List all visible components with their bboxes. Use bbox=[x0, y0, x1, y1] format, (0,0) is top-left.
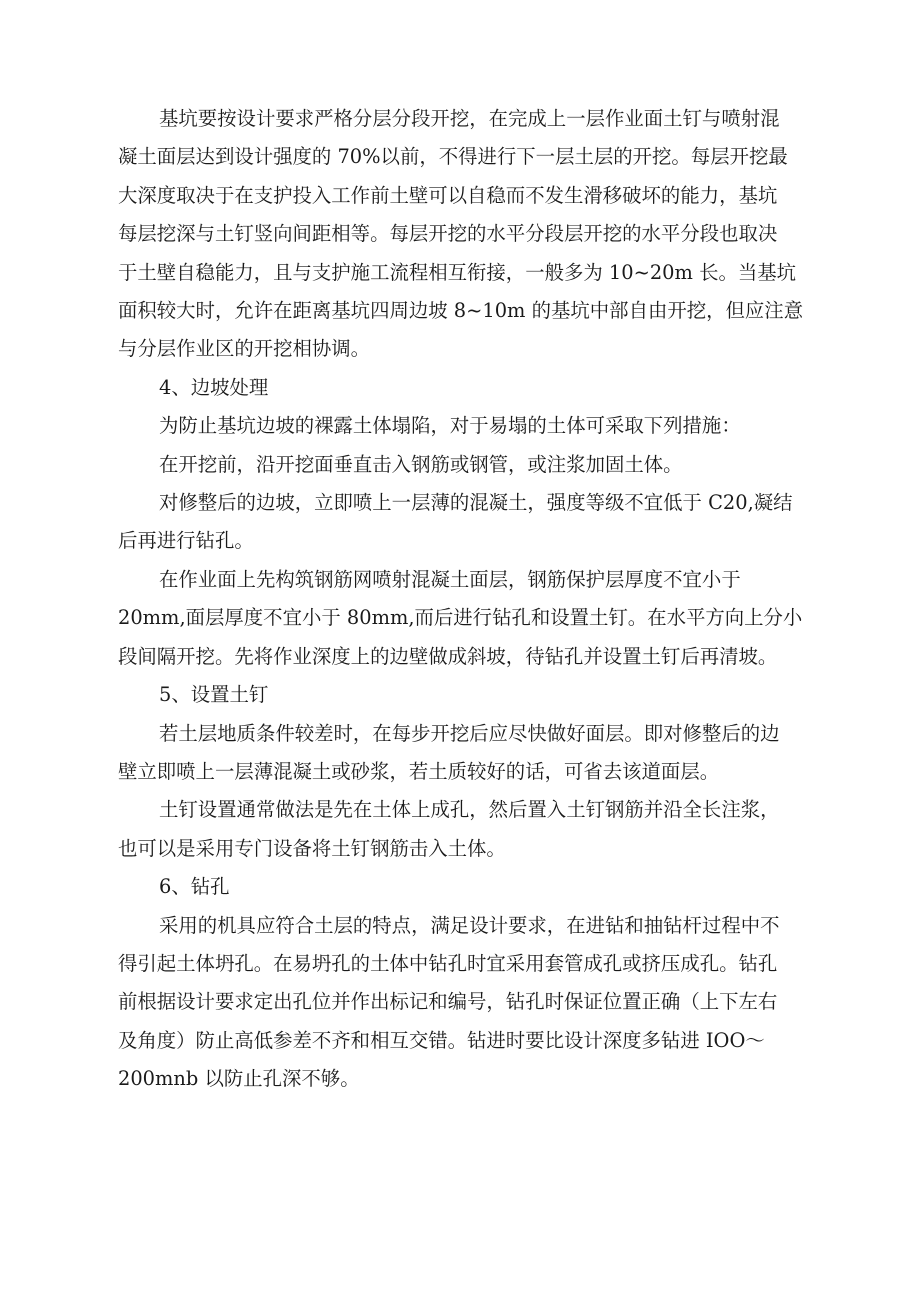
section-heading-soil-nail: 5、设置土钉 bbox=[159, 683, 269, 707]
text-line: 凝土面层达到设计强度的 70%以前，不得进行下一层土层的开挖。每层开挖最 bbox=[118, 145, 788, 169]
section-heading-drilling: 6、钻孔 bbox=[159, 875, 230, 899]
text-line: 及角度）防止高低参差不齐和相互交错。钻进时要比设计深度多钻进 IOO～ bbox=[118, 1028, 765, 1052]
text-line: 在作业面上先构筑钢筋网喷射混凝土面层，钢筋保护层厚度不宜小于 bbox=[159, 567, 741, 591]
document-page bbox=[118, 100, 808, 1099]
paragraph-slope-intro bbox=[118, 407, 808, 445]
text-line: 与分层作业区的开挖相协调。 bbox=[118, 337, 371, 361]
paragraph-soil-nail-2 bbox=[118, 791, 808, 868]
text-line: 于土壁自稳能力，且与支护施工流程相互衔接，一般多为 10~20m 长。当基坑 bbox=[118, 260, 797, 284]
text-line: 若土层地质条件较差时，在每步开挖后应尽快做好面层。即对修整后的边 bbox=[159, 721, 780, 745]
text-line: 面积较大时，允许在距离基坑四周边坡 8~10m 的基坑中部自由开挖，但应注意 bbox=[118, 299, 804, 323]
text-line: 后再进行钻孔。 bbox=[118, 529, 254, 553]
text-line: 也可以是采用专门设备将土钉钢筋击入土体。 bbox=[118, 836, 506, 860]
text-line: 对修整后的边坡，立即喷上一层薄的混凝土，强度等级不宜低于 C20,凝结 bbox=[159, 491, 793, 515]
text-line: 采用的机具应符合土层的特点，满足设计要求，在进钻和抽钻杆过程中不 bbox=[159, 913, 780, 937]
paragraph-slope-measure-3 bbox=[118, 561, 808, 676]
text-line: 壁立即喷上一层薄混凝土或砂浆，若土质较好的话，可省去该道面层。 bbox=[118, 759, 720, 783]
text-line: 在开挖前，沿开挖面垂直击入钢筋或钢管，或注浆加固土体。 bbox=[159, 452, 683, 476]
text-line: 大深度取决于在支护投入工作前土壁可以自稳而不发生滑移破坏的能力，基坑 bbox=[118, 183, 778, 207]
paragraph-soil-nail-1 bbox=[118, 715, 808, 792]
text-line: 土钉设置通常做法是先在土体上成孔，然后置入土钉钢筋并沿全长注浆， bbox=[159, 798, 780, 822]
paragraph-slope-measure-1 bbox=[118, 446, 808, 484]
paragraph-excavation bbox=[118, 100, 808, 369]
text-line: 基坑要按设计要求严格分层分段开挖，在完成上一层作业面土钉与喷射混 bbox=[159, 107, 780, 130]
text-line: 20mm,面层厚度不宜小于 80mm,而后进行钻孔和设置土钉。在水平方向上分小 bbox=[118, 606, 803, 630]
text-line: 为防止基坑边坡的裸露土体塌陷，对于易塌的土体可采取下列措施： bbox=[159, 414, 741, 438]
section-heading-slope: 4、边坡处理 bbox=[159, 375, 269, 399]
paragraph-drilling bbox=[118, 907, 808, 1099]
text-line: 每层挖深与土钉竖向间距相等。每层开挖的水平分段层开挖的水平分段也取决 bbox=[118, 222, 778, 246]
text-line: 前根据设计要求定出孔位并作出标记和编号，钻孔时保证位置正确（上下左右 bbox=[118, 990, 778, 1014]
text-line: 得引起土体坍孔。在易坍孔的土体中钻孔时宜采用套管成孔或挤压成孔。钻孔 bbox=[118, 951, 778, 975]
paragraph-slope-measure-2 bbox=[118, 484, 808, 561]
text-line: 200mnb 以防止孔深不够。 bbox=[118, 1067, 360, 1091]
text-line: 段间隔开挖。先将作业深度上的边壁做成斜坡，待钻孔并设置土钉后再清坡。 bbox=[118, 644, 778, 668]
